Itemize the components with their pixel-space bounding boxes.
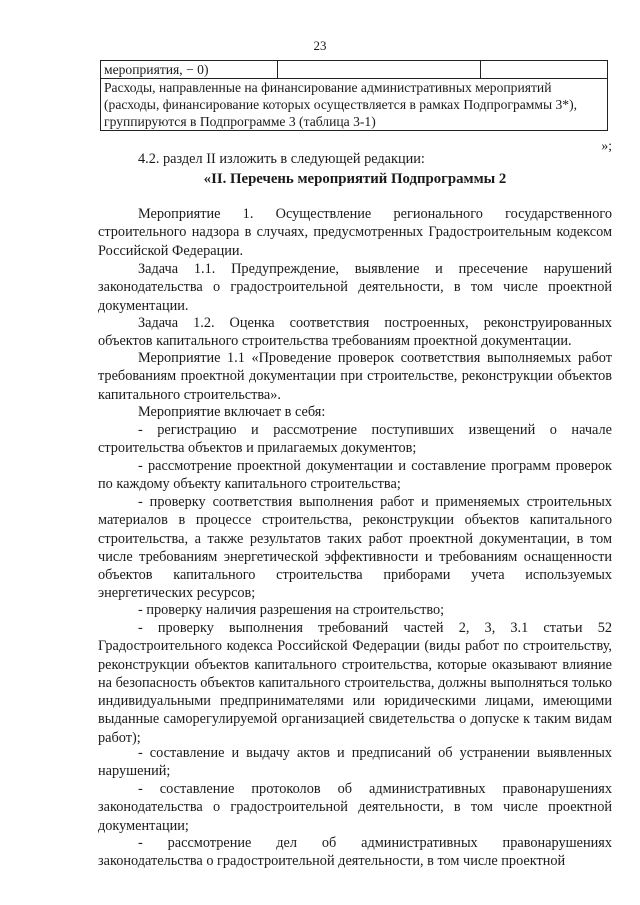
list-item: - составление протоколов об административных правонарушениях законодательства о градостроительной деятельности, в том числе проектной документации; (98, 781, 612, 834)
table-cell-empty (278, 61, 481, 79)
paragraph: Задача 1.2. Оценка соответствия построенных, реконструированных объектов капитального строительства требованиям проектной документации. (98, 315, 612, 350)
table-cell: Расходы, направленные на финансирование административных мероприятий (расходы, финансирование которых осуществляется в рамках Подпрограммы 3*), группируются в Подпрограмме 3 (таблица 3-1) (101, 79, 608, 131)
table-row (101, 79, 608, 131)
paragraph: Мероприятие включает в себя: (138, 404, 326, 420)
list-item: - составление и выдачу актов и предписаний об устранении выявленных нарушений; (98, 745, 612, 780)
table-cell: мероприятия, − 0) (101, 61, 278, 79)
paragraph: Задача 1.1. Предупреждение, выявление и пресечение нарушений законодательства о градостроительной деятельности, в том числе проектной документации. (98, 261, 612, 314)
table-row (101, 61, 608, 79)
closing-quote: »; (601, 138, 612, 153)
list-item: - рассмотрение проектной документации и составление программ проверок по каждому объекту капитального строительства; (98, 458, 612, 493)
list-item: - проверку наличия разрешения на строительство; (138, 602, 445, 618)
page-number: 23 (313, 38, 327, 53)
paragraph: Мероприятие 1.1 «Проведение проверок соответствия выполняемых работ требованиям проектной документации при строительстве, реконструкции объектов капитального строительства». (98, 350, 612, 403)
paragraph: Мероприятие 1. Осуществление регионального государственного строительного надзора в случаях, предусмотренных Градостроительным кодексом Российской Федерации. (98, 206, 612, 259)
amendment-instruction: 4.2. раздел II изложить в следующей редакции: (138, 151, 425, 167)
section-title: «II. Перечень мероприятий Подпрограммы 2 (203, 171, 507, 187)
table-cell-empty (481, 61, 608, 79)
list-item: - регистрацию и рассмотрение поступивших извещений о начале строительства объектов и прилагаемых документов; (98, 422, 612, 457)
table-fragment (100, 60, 608, 131)
list-item: - рассмотрение дел об административных правонарушениях законодательства о градостроительной деятельности, в том числе проектной (98, 835, 612, 870)
list-item: - проверку выполнения требований частей 2, 3, 3.1 статьи 52 Градостроительного кодекса Российской Федерации (виды работ по строительству, реконструкции объектов капитального строительства, которые оказывают влияние на безопасность объектов капитального строительства, должны выполняться только индивидуальными предпринимателями или юридическими лицами, имеющими выданные саморегулируемой организацией свидетельства о допуске к таким видам работ); (98, 620, 612, 746)
list-item: - проверку соответствия выполнения работ и применяемых строительных материалов в процессе строительства, реконструкции объектов капитального строительства, а также результатов таких работ проектной документации, в том числе требованиям энергетической эффективности и требованиям оснащенности объектов капитального строительства приборами учета используемых энергетических ресурсов; (98, 494, 612, 602)
